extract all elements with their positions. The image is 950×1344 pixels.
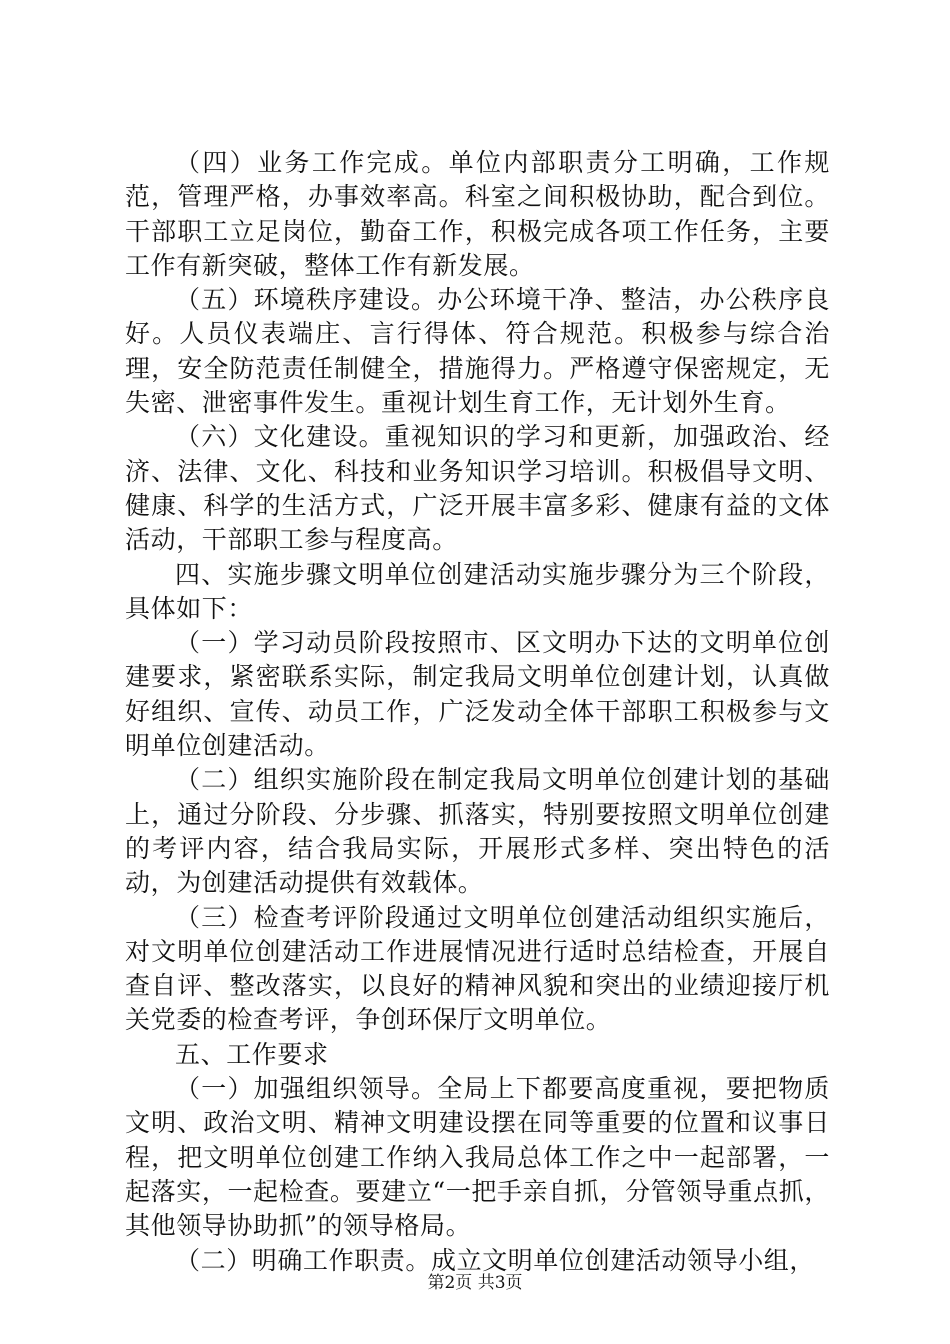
paragraph-organization-leadership: （一）加强组织领导。全局上下都要高度重视，要把物质文明、政治文明、精神文明建设摆在同等重要的位置和议事日程，把文明单位创建工作纳入我局总体工作之中一起部署，一起落实，一起检查。要建立“一把手亲自抓，分管领导重点抓，其他领导协助抓”的领导格局。	[125, 1074, 830, 1241]
paragraph-work-responsibilities: （二）明确工作职责。成立文明单位创建活动领导小组，	[175, 1245, 816, 1275]
paragraph-business-work: （四）业务工作完成。单位内部职责分工明确，工作规范，管理严格，办事效率高。科室之间积极协助，配合到位。干部职工立足岗位，勤奋工作，积极完成各项工作任务，主要工作有新突破，整体工作有新发展。	[125, 148, 830, 280]
paragraph-step-implementation: （二）组织实施阶段在制定我局文明单位创建计划的基础上，通过分阶段、分步骤、抓落实，特别要按照文明单位创建的考评内容，结合我局实际，开展形式多样、突出特色的活动，为创建活动提供有效载体。	[125, 765, 830, 898]
paragraph-step-mobilization: （一）学习动员阶段按照市、区文明办下达的文明单位创建要求，紧密联系实际，制定我局文明单位创建计划，认真做好组织、宣传、动员工作，广泛发动全体干部职工积极参与文明单位创建活动。	[125, 628, 830, 761]
paragraph-culture-building: （六）文化建设。重视知识的学习和更新，加强政治、经济、法律、文化、科技和业务知识学习培训。积极倡导文明、健康、科学的生活方式，广泛开展丰富多彩、健康有益的文体活动，干部职工参与程度高。	[125, 422, 830, 555]
heading-work-requirements: 五、工作要求	[175, 1039, 329, 1069]
paragraph-step-evaluation: （三）检查考评阶段通过文明单位创建活动组织实施后，对文明单位创建活动工作进展情况进行适时总结检查，开展自查自评、整改落实，以良好的精神风貌和突出的业绩迎接厅机关党委的检查考评，争创环保厅文明单位。	[125, 902, 830, 1035]
page-footer: 第2页 共3页	[427, 1273, 523, 1293]
document-body	[125, 146, 830, 1278]
paragraph-environment-order: （五）环境秩序建设。办公环境干净、整洁，办公秩序良好。人员仪表端庄、言行得体、符合规范。积极参与综合治理，安全防范责任制健全，措施得力。严格遵守保密规定，无失密、泄密事件发生。重视计划生育工作，无计划外生育。	[125, 285, 830, 418]
heading-implementation-steps: 四、实施步骤文明单位创建活动实施步骤分为三个阶段，具体如下：	[125, 559, 830, 623]
